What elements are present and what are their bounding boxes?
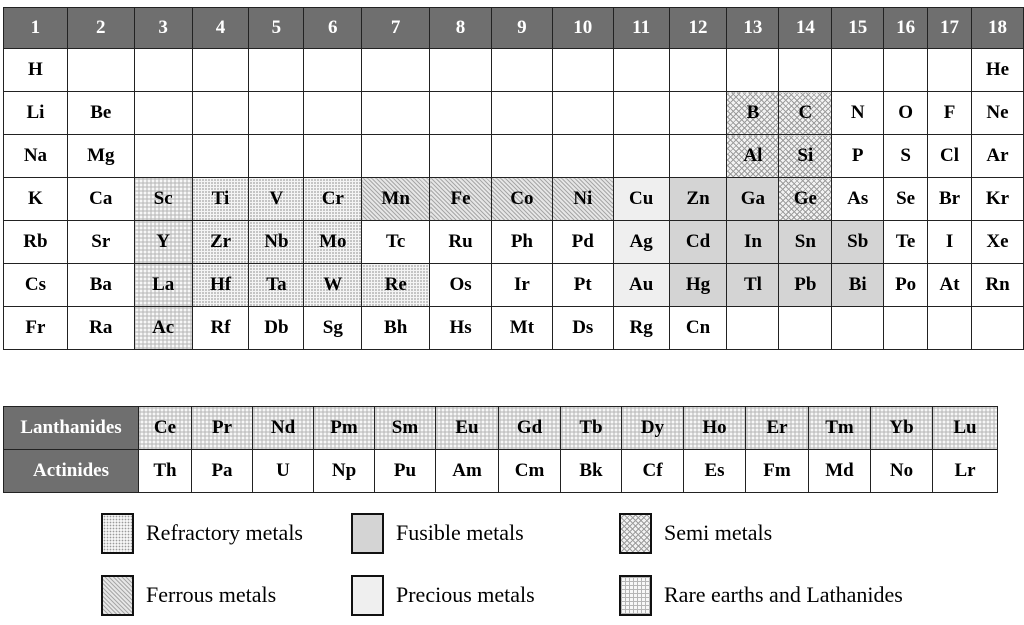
element-cell: Ra [67,307,134,350]
element-cell: Mo [304,221,362,264]
element-cell: Pa [192,450,253,493]
group-number: 1 [4,8,68,49]
group-number: 7 [362,8,430,49]
element-cell: Kr [972,178,1024,221]
element-cell: Nd [253,407,314,450]
empty-cell [67,49,134,92]
element-cell: Lr [933,450,998,493]
element-cell: Pr [192,407,253,450]
element-cell: Am [436,450,499,493]
element-cell: Cm [499,450,561,493]
element-cell: Ag [613,221,669,264]
element-cell: Mt [491,307,552,350]
element-cell: Ir [491,264,552,307]
empty-cell [552,135,613,178]
element-cell: Hf [192,264,249,307]
element-cell: Ds [552,307,613,350]
legend-swatch [101,575,134,616]
element-cell: Ac [134,307,192,350]
empty-cell [430,135,492,178]
element-cell: Dy [622,407,684,450]
legend-swatch [351,513,384,554]
legend-swatch [619,513,652,554]
period-row-5 [4,221,1024,264]
group-number: 5 [249,8,304,49]
group-number: 15 [832,8,884,49]
element-cell: B [727,92,779,135]
element-cell: Si [779,135,832,178]
element-cell: Zn [669,178,727,221]
empty-cell [192,49,249,92]
period-row-4 [4,178,1024,221]
element-cell: Po [884,264,928,307]
empty-cell [884,49,928,92]
element-cell: Sb [832,221,884,264]
element-cell: Ca [67,178,134,221]
empty-cell [669,92,727,135]
element-cell: Ar [972,135,1024,178]
empty-cell [613,135,669,178]
element-cell: Pb [779,264,832,307]
legend-label: Precious metals [396,582,535,607]
element-cell: H [4,49,68,92]
element-cell: In [727,221,779,264]
legend-label: Ferrous metals [146,582,277,607]
element-cell: Bk [561,450,622,493]
empty-cell [134,135,192,178]
empty-cell [430,49,492,92]
element-cell: Pt [552,264,613,307]
empty-cell [362,92,430,135]
element-cell: Tb [561,407,622,450]
element-cell: Fe [430,178,492,221]
element-cell: Bh [362,307,430,350]
legend-swatch [619,575,652,616]
empty-cell [552,49,613,92]
element-cell: Rf [192,307,249,350]
element-cell: Lu [933,407,998,450]
empty-cell [552,92,613,135]
empty-cell [613,49,669,92]
group-number: 12 [669,8,727,49]
element-cell: Fr [4,307,68,350]
element-cell: Th [139,450,192,493]
element-cell: Hg [669,264,727,307]
empty-cell [928,49,972,92]
empty-cell [972,307,1024,350]
element-cell: Ph [491,221,552,264]
element-cell: Ta [249,264,304,307]
element-cell: Tm [809,407,871,450]
group-number: 4 [192,8,249,49]
element-cell: Br [928,178,972,221]
group-number: 17 [928,8,972,49]
element-cell: Cr [304,178,362,221]
empty-cell [362,49,430,92]
element-cell: At [928,264,972,307]
empty-cell [134,92,192,135]
element-cell: Sc [134,178,192,221]
empty-cell [669,49,727,92]
element-cell: Na [4,135,68,178]
group-number: 8 [430,8,492,49]
element-cell: N [832,92,884,135]
element-cell: Se [884,178,928,221]
legend-item [619,511,772,555]
element-cell: W [304,264,362,307]
element-cell: Hs [430,307,492,350]
element-cell: Np [314,450,375,493]
empty-cell [249,135,304,178]
element-cell: U [253,450,314,493]
element-cell: Ru [430,221,492,264]
empty-cell [192,135,249,178]
element-cell: Zr [192,221,249,264]
element-cell: Fm [746,450,809,493]
element-cell: Cn [669,307,727,350]
element-cell: Ga [727,178,779,221]
element-cell: O [884,92,928,135]
empty-cell [249,49,304,92]
element-cell: Cf [622,450,684,493]
empty-cell [669,135,727,178]
element-cell: Eu [436,407,499,450]
empty-cell [430,92,492,135]
actinides-row [4,450,998,493]
element-cell: Y [134,221,192,264]
element-cell: Ce [139,407,192,450]
element-cell: Rg [613,307,669,350]
legend-item [101,511,303,555]
legend-swatch [351,575,384,616]
element-cell: Db [249,307,304,350]
element-cell: No [871,450,933,493]
empty-cell [192,92,249,135]
empty-cell [491,135,552,178]
legend-item [351,511,524,555]
empty-cell [304,49,362,92]
element-cell: S [884,135,928,178]
element-cell: As [832,178,884,221]
element-cell: Pm [314,407,375,450]
group-number: 6 [304,8,362,49]
group-number: 11 [613,8,669,49]
element-cell: Cd [669,221,727,264]
element-cell: Xe [972,221,1024,264]
element-cell: Cl [928,135,972,178]
group-number: 9 [491,8,552,49]
period-row-6 [4,264,1024,307]
legend-label: Refractory metals [146,520,303,545]
empty-cell [727,49,779,92]
element-cell: V [249,178,304,221]
empty-cell [304,92,362,135]
series-label: Actinides [4,450,139,493]
empty-cell [832,49,884,92]
element-cell: Li [4,92,68,135]
element-cell: Gd [499,407,561,450]
element-cell: Yb [871,407,933,450]
element-cell: Au [613,264,669,307]
element-cell: Rn [972,264,1024,307]
element-cell: He [972,49,1024,92]
element-cell: Nb [249,221,304,264]
element-cell: F [928,92,972,135]
empty-cell [727,307,779,350]
legend-label: Rare earths and Lathanides [664,582,903,607]
element-cell: Mn [362,178,430,221]
empty-cell [249,92,304,135]
element-cell: Sm [375,407,436,450]
element-cell: Cs [4,264,68,307]
period-row-1 [4,49,1024,92]
group-number: 13 [727,8,779,49]
empty-cell [362,135,430,178]
group-number: 3 [134,8,192,49]
element-cell: Co [491,178,552,221]
element-cell: Pd [552,221,613,264]
group-header-row [4,8,1024,49]
group-number: 18 [972,8,1024,49]
element-cell: Al [727,135,779,178]
empty-cell [491,49,552,92]
element-cell: Rb [4,221,68,264]
empty-cell [491,92,552,135]
group-number: 10 [552,8,613,49]
element-cell: Tl [727,264,779,307]
group-number: 16 [884,8,928,49]
element-cell: Es [684,450,746,493]
element-cell: Re [362,264,430,307]
empty-cell [884,307,928,350]
element-cell: Os [430,264,492,307]
period-row-3 [4,135,1024,178]
legend-label: Fusible metals [396,520,524,545]
element-cell: Sn [779,221,832,264]
element-cell: C [779,92,832,135]
legend-item [101,573,276,617]
element-cell: Mg [67,135,134,178]
lanthanides-row [4,407,998,450]
legend-label: Semi metals [664,520,773,545]
element-cell: Ne [972,92,1024,135]
element-cell: Ni [552,178,613,221]
element-cell: Bi [832,264,884,307]
empty-cell [134,49,192,92]
element-cell: P [832,135,884,178]
series-label: Lanthanides [4,407,139,450]
period-row-7 [4,307,1024,350]
group-number: 2 [67,8,134,49]
empty-cell [779,49,832,92]
periodic-table [3,7,1024,350]
legend-item [351,573,535,617]
element-cell: Pu [375,450,436,493]
element-cell: Ge [779,178,832,221]
element-cell: Be [67,92,134,135]
element-cell: Ho [684,407,746,450]
empty-cell [779,307,832,350]
element-cell: Tc [362,221,430,264]
element-cell: I [928,221,972,264]
element-cell: Te [884,221,928,264]
element-cell: K [4,178,68,221]
empty-cell [613,92,669,135]
empty-cell [304,135,362,178]
element-cell: Sr [67,221,134,264]
f-block-table [3,406,998,493]
element-cell: Er [746,407,809,450]
legend-swatch [101,513,134,554]
element-cell: Md [809,450,871,493]
period-row-2 [4,92,1024,135]
empty-cell [832,307,884,350]
element-cell: Cu [613,178,669,221]
element-cell: La [134,264,192,307]
empty-cell [928,307,972,350]
legend-item [619,573,903,617]
element-cell: Ti [192,178,249,221]
element-cell: Ba [67,264,134,307]
element-cell: Sg [304,307,362,350]
group-number: 14 [779,8,832,49]
